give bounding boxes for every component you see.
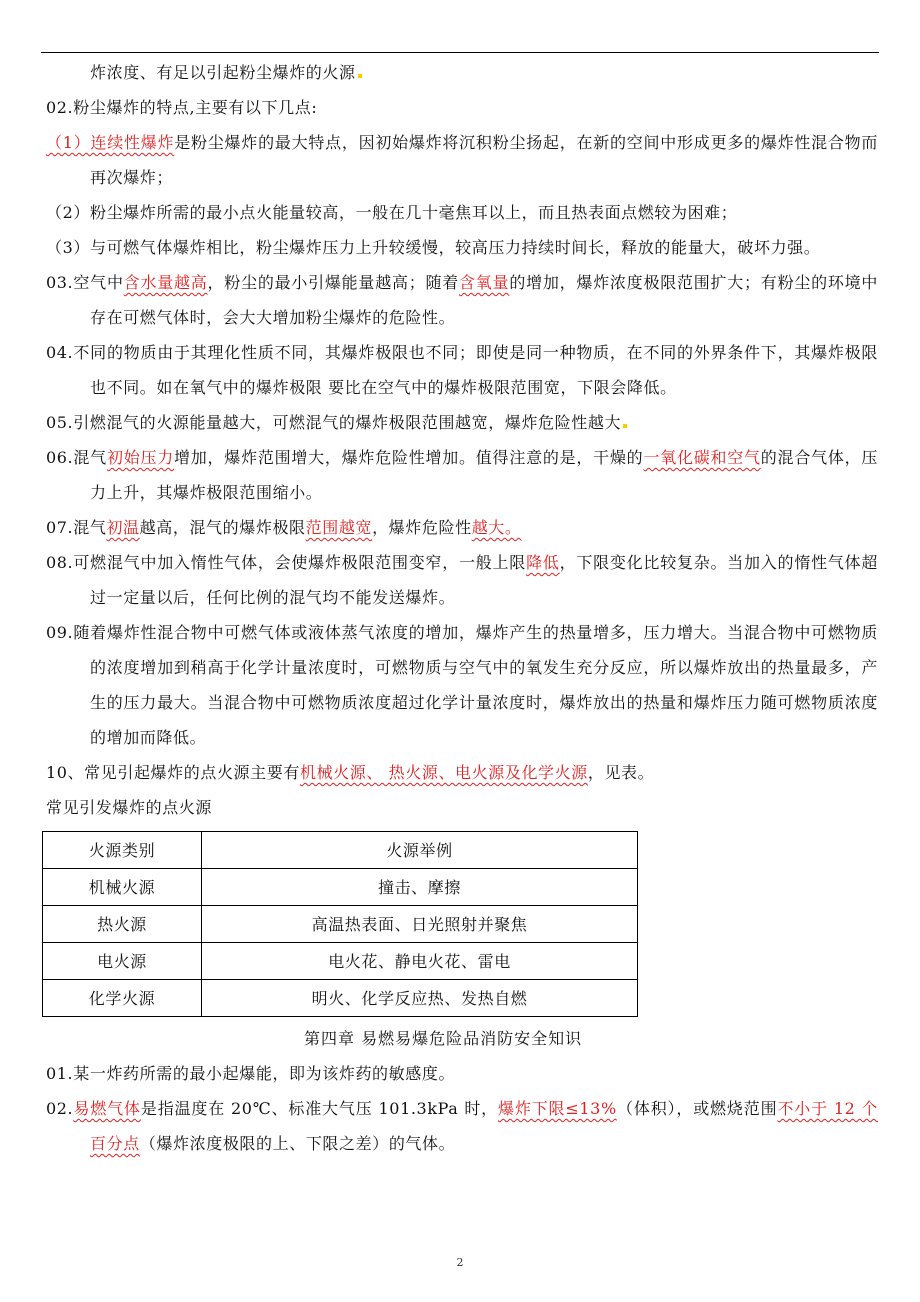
paragraph-text: 01.某一炸药所需的最小起爆能，即为该炸药的敏感度。	[46, 1064, 456, 1083]
emphasis-text: 机械火源、 热火源、电火源及化学火源	[299, 763, 588, 782]
paragraph-text: 04.不同的物质由于其理化性质不同，其爆炸极限也不同；即使是同一种物质，在不同的外界条件下，其爆炸极限也不同。如在氧气中的爆炸极限 要比在空气中的爆炸极限范围宽，下限会降低。	[46, 343, 878, 397]
emphasis-text: 爆炸下限≤13%	[498, 1099, 617, 1118]
paragraph	[46, 1091, 878, 1161]
table-cell: 热火源	[43, 906, 202, 943]
paragraph-text: 10、常见引起爆炸的点火源主要有	[46, 763, 300, 782]
emphasis-text: 范围越宽	[305, 518, 373, 537]
paragraph-list	[46, 55, 878, 790]
paragraph-text: （3）与可燃气体爆炸相比，粉尘爆炸压力上升较缓慢，较高压力持续时间长，释放的能量大，破坏力强。	[46, 238, 821, 257]
paragraph-text: 02.粉尘爆炸的特点,主要有以下几点:	[46, 98, 318, 117]
content-area	[46, 55, 878, 1161]
paragraph	[46, 335, 878, 405]
paragraph-text: （爆炸浓度极限的上、下限之差）的气体。	[139, 1134, 456, 1153]
paragraph	[46, 405, 878, 440]
emphasis-text: 初始压力	[106, 448, 175, 467]
paragraph-text: （体积），或燃烧范围	[616, 1099, 778, 1118]
paragraph-text: 越高，混气的爆炸极限	[139, 518, 306, 537]
paragraph-text: ，粉尘的最小引爆能量越高；随着	[207, 273, 460, 292]
chapter-paragraph-list	[46, 1056, 878, 1161]
paragraph	[46, 1056, 878, 1091]
paragraph-text: 06.混气	[46, 448, 107, 467]
table-row	[43, 943, 638, 980]
table-cell: 机械火源	[43, 869, 202, 906]
emphasis-text: 含氧量	[459, 273, 510, 292]
emphasis-text: 降低	[526, 553, 560, 572]
paragraph-text: 05.引燃混气的火源能量越大，可燃混气的爆炸极限范围越宽，爆炸危险性越大	[46, 413, 622, 432]
table-cell: 撞击、摩擦	[202, 869, 638, 906]
emphasis-text: 易燃气体	[73, 1099, 141, 1118]
paragraph-text: 的增加，爆炸浓度极限范围扩大；有粉尘的环境中存在可燃气体时，会大大增加粉尘爆炸的危险性。	[90, 273, 878, 327]
paragraph-text: 07.混气	[46, 518, 107, 537]
table-cell: 电火源	[43, 943, 202, 980]
paragraph	[46, 510, 878, 545]
paragraph	[46, 440, 878, 510]
table-header-cell: 火源举例	[202, 832, 638, 869]
table-caption: 常见引发爆炸的点火源	[46, 798, 213, 817]
paragraph	[46, 230, 878, 265]
paragraph-text: 是指温度在 20℃、标准大气压 101.3kPa 时，	[140, 1099, 499, 1118]
emphasis-text: 越大。	[471, 518, 522, 537]
ignition-source-table	[42, 831, 638, 1017]
table-row	[43, 980, 638, 1017]
table-row	[43, 869, 638, 906]
table-cell: 化学火源	[43, 980, 202, 1017]
page-number: 2	[456, 1256, 464, 1269]
table-header-row	[43, 832, 638, 869]
paragraph	[46, 265, 878, 335]
paragraph	[46, 545, 878, 615]
paragraph-text: 03.空气中	[46, 273, 124, 292]
paragraph-text: （2）粉尘爆炸所需的最小点火能量较高，一般在几十毫焦耳以上，而且热表面点燃较为困难；	[46, 203, 738, 222]
chapter-title: 第四章 易燃易爆危险品消防安全知识	[304, 1029, 583, 1048]
emphasis-text: （1）连续性爆炸	[46, 133, 175, 152]
paragraph-text: 09.随着爆炸性混合物中可燃气体或液体蒸气浓度的增加，爆炸产生的热量增多，压力增大。当混合物中可燃物质的浓度增加到稍高于化学计量浓度时，可燃物质与空气中的氧发生充分反应，所以爆炸放出的热量最多，产生的压力最大。当混合物中可燃物质浓度超过化学计量浓度时，爆炸放出的热量和爆炸压力随可燃物质浓度的增加而降低。	[46, 623, 878, 747]
table-cell: 高温热表面、日光照射并聚焦	[202, 906, 638, 943]
highlight-marker	[358, 74, 362, 78]
paragraph	[46, 90, 878, 125]
table-cell: 明火、化学反应热、发热自燃	[202, 980, 638, 1017]
emphasis-text: 不小于 12 个百分点	[90, 1099, 878, 1153]
highlight-marker	[623, 424, 627, 428]
paragraph	[46, 615, 878, 755]
paragraph	[46, 55, 878, 90]
paragraph-text: ，爆炸危险性	[372, 518, 472, 537]
paragraph-text: ，下限变化比较复杂。当加入的惰性气体超过一定量以后，任何比例的混气均不能发送爆炸。	[90, 553, 878, 607]
paragraph-text: 炸浓度、有足以引起粉尘爆炸的火源	[90, 63, 356, 82]
paragraph-text: 02.	[46, 1099, 74, 1118]
paragraph-text: 的混合气体，压力上升，其爆炸极限范围缩小。	[90, 448, 878, 502]
emphasis-text: 一氧化碳和空气	[643, 448, 761, 467]
paragraph	[46, 195, 878, 230]
table-header-cell: 火源类别	[43, 832, 202, 869]
emphasis-text: 初温	[106, 518, 140, 537]
header-rule	[41, 52, 879, 53]
paragraph	[46, 125, 878, 195]
paragraph-text: 增加，爆炸范围增大，爆炸危险性增加。值得注意的是，干燥的	[174, 448, 644, 467]
table-cell: 电火花、静电火花、雷电	[202, 943, 638, 980]
paragraph-text: 是粉尘爆炸的最大特点，因初始爆炸将沉积粉尘扬起，在新的空间中形成更多的爆炸性混合物而再次爆炸；	[90, 133, 879, 187]
paragraph	[46, 755, 878, 790]
emphasis-text: 含水量越高	[123, 273, 208, 292]
table-row	[43, 906, 638, 943]
paragraph-text: ，见表。	[587, 763, 655, 782]
paragraph-text: 08.可燃混气中加入惰性气体，会使爆炸极限范围变窄，一般上限	[46, 553, 527, 572]
